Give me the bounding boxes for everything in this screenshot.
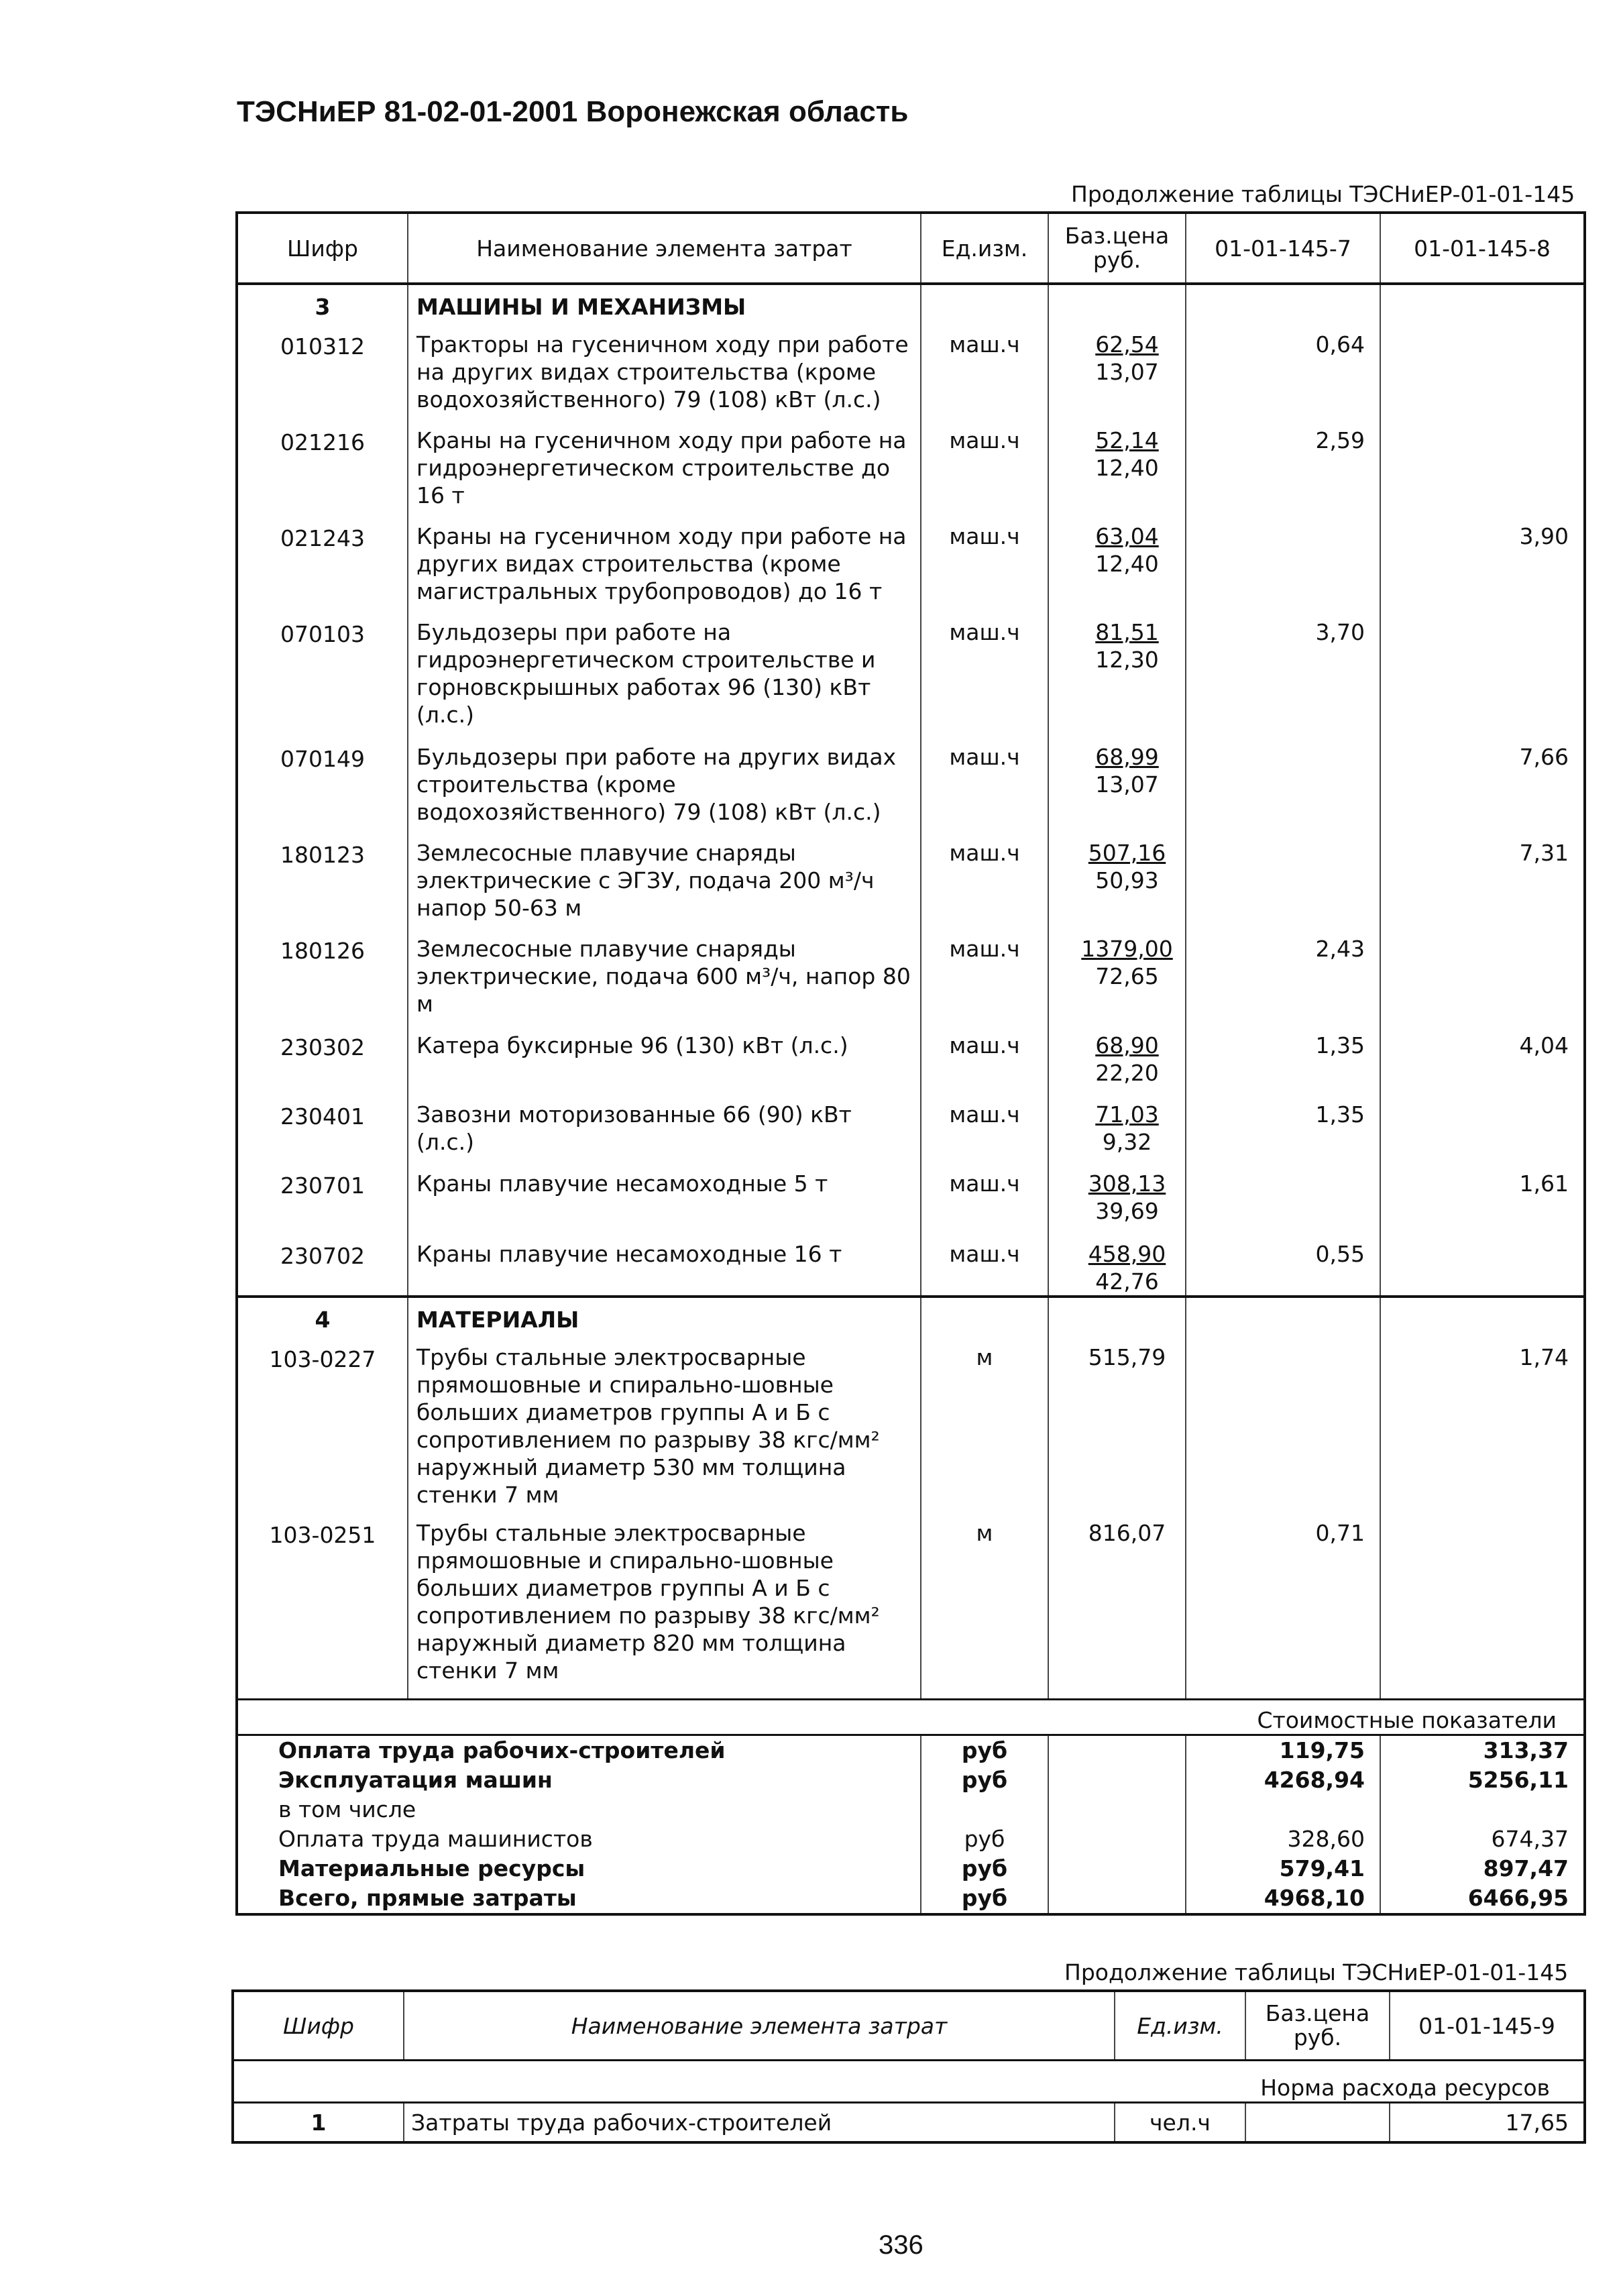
row-value-7: 2,43	[1186, 935, 1380, 1032]
table-continuation-label: Продолжение таблицы ТЭСНиЕР-01-01-145	[1064, 1959, 1569, 1985]
totals-row	[237, 1854, 1585, 1883]
row-name: Краны на гусеничном ходу при работе на гидроэнергетическом строительстве до 16 т	[408, 427, 921, 523]
row-code: 230401	[280, 1103, 365, 1130]
price-total: 458,90	[1088, 1241, 1166, 1267]
resource-table-main	[235, 211, 1586, 1916]
resource-table-secondary	[231, 1989, 1586, 2144]
row-unit: маш.ч	[921, 743, 1048, 839]
row-name: Землесосные плавучие снаряды электрические, подача 600 м³/ч, напор 80 м	[408, 935, 921, 1032]
row-value-7: 0,71	[1186, 1519, 1380, 1699]
row-unit: маш.ч	[921, 427, 1048, 523]
price-wage: 13,07	[1095, 771, 1159, 798]
total-name: Всего, прямые затраты	[278, 1884, 577, 1911]
row-unit: чел.ч	[1115, 2103, 1245, 2143]
table-row	[237, 618, 1585, 743]
row-name: Краны плавучие несамоходные 16 т	[408, 1240, 921, 1297]
norm-label-row	[233, 2061, 1585, 2103]
price-total: 507,16	[1088, 840, 1166, 866]
table-header-row	[233, 1991, 1585, 2061]
row-code: 070103	[280, 621, 365, 647]
price-wage: 39,69	[1095, 1198, 1159, 1224]
total-unit	[921, 1795, 1048, 1824]
total-value-7: 328,60	[1186, 1824, 1380, 1854]
row-value-7: 0,64	[1186, 331, 1380, 427]
row-price: 515,79	[1048, 1344, 1186, 1519]
row-price	[1048, 743, 1186, 839]
total-value-7: 119,75	[1186, 1735, 1380, 1765]
row-name: Краны на гусеничном ходу при работе на других видах строительства (кроме магистральных трубопроводов) до 16 т	[408, 523, 921, 618]
row-name: Затраты труда рабочих-строителей	[404, 2103, 1115, 2143]
header-price-line2: руб.	[1093, 247, 1141, 273]
total-name: Эксплуатация машин	[278, 1766, 553, 1793]
price-wage: 22,20	[1095, 1060, 1159, 1086]
total-value-7: 4268,94	[1186, 1765, 1380, 1795]
row-value-7	[1186, 1170, 1380, 1240]
row-unit: маш.ч	[921, 1101, 1048, 1170]
row-value-8: 1,74	[1380, 1344, 1585, 1519]
table-row	[237, 331, 1585, 427]
row-code: 180123	[280, 842, 365, 868]
table-header-row	[237, 213, 1585, 284]
table-row	[237, 1170, 1585, 1240]
row-unit: маш.ч	[921, 1170, 1048, 1240]
row-value-7	[1186, 523, 1380, 618]
price-wage: 50,93	[1095, 867, 1159, 893]
row-value-8	[1380, 618, 1585, 743]
total-unit: руб	[921, 1765, 1048, 1795]
table-row	[237, 1240, 1585, 1297]
table-row	[237, 1032, 1585, 1101]
total-name: Оплата труда рабочих-строителей	[278, 1737, 726, 1763]
row-name: Тракторы на гусеничном ходу при работе на других видах строительства (кроме водохозяйственного) 79 (108) кВт (л.с.)	[408, 331, 921, 427]
table-row	[237, 427, 1585, 523]
price-wage: 12,40	[1095, 455, 1159, 481]
row-price	[1048, 1240, 1186, 1297]
page-number: 336	[879, 2230, 924, 2260]
price-wage: 13,07	[1095, 359, 1159, 385]
section-title: МАШИНЫ И МЕХАНИЗМЫ	[408, 284, 921, 331]
row-code: 070149	[280, 746, 365, 772]
row-value-8: 3,90	[1380, 523, 1585, 618]
row-name: Трубы стальные электросварные прямошовные и спирально-шовные больших диаметров группы А и Б с сопротивлением по разрыву 38 кгс/мм² наружный диаметр 820 мм толщина стенки 7 мм	[408, 1519, 921, 1699]
table-row	[237, 839, 1585, 935]
row-name: Землесосные плавучие снаряды электрические с ЭГЗУ, подача 200 м³/ч напор 50-63 м	[408, 839, 921, 935]
total-unit: руб	[921, 1883, 1048, 1914]
row-price	[1048, 839, 1186, 935]
row-value-8	[1380, 935, 1585, 1032]
row-price	[1048, 1170, 1186, 1240]
row-unit: маш.ч	[921, 331, 1048, 427]
price-total: 63,04	[1095, 523, 1159, 549]
row-value-7: 3,70	[1186, 618, 1380, 743]
price-total: 81,51	[1095, 619, 1159, 645]
row-price	[1048, 935, 1186, 1032]
price-total: 1379,00	[1081, 936, 1173, 962]
row-unit: маш.ч	[921, 1032, 1048, 1101]
row-value-8	[1380, 1101, 1585, 1170]
row-value-8: 1,61	[1380, 1170, 1585, 1240]
row-value-8	[1380, 1519, 1585, 1699]
price-total: 68,99	[1095, 744, 1159, 770]
header-name: Наименование элемента затрат	[404, 1991, 1115, 2061]
price-total: 52,14	[1095, 427, 1159, 453]
row-unit: маш.ч	[921, 618, 1048, 743]
row-price	[1048, 1032, 1186, 1101]
section-number: 3	[315, 294, 331, 320]
total-unit: руб	[921, 1735, 1048, 1765]
header-col-8: 01-01-145-8	[1380, 213, 1585, 284]
row-unit: маш.ч	[921, 523, 1048, 618]
header-unit: Ед.изм.	[1115, 1991, 1245, 2061]
price-total: 62,54	[1095, 331, 1159, 358]
row-code: 180126	[280, 938, 365, 964]
total-value-8: 6466,95	[1380, 1883, 1585, 1914]
table-row	[237, 1101, 1585, 1170]
totals-row	[237, 1795, 1585, 1824]
section-header-machines	[237, 284, 1585, 331]
row-name: Бульдозеры при работе на гидроэнергетическом строительстве и горновскрышных работах 96 (130) кВт (л.с.)	[408, 618, 921, 743]
header-code: Шифр	[233, 1991, 404, 2061]
header-name: Наименование элемента затрат	[408, 213, 921, 284]
price-total: 308,13	[1088, 1170, 1166, 1197]
row-value-8	[1380, 1240, 1585, 1297]
table-row	[237, 743, 1585, 839]
row-code: 021216	[280, 429, 365, 455]
header-code: Шифр	[237, 213, 408, 284]
row-value-9: 17,65	[1390, 2103, 1585, 2143]
total-value-7: 579,41	[1186, 1854, 1380, 1883]
total-name: Оплата труда машинистов	[278, 1825, 593, 1852]
row-code: 1	[311, 2109, 327, 2136]
totals-row	[237, 1735, 1585, 1765]
price-wage: 9,32	[1102, 1129, 1152, 1155]
total-value-8	[1380, 1795, 1585, 1824]
row-code: 230302	[280, 1034, 365, 1060]
row-name: Завозни моторизованные 66 (90) кВт (л.с.)	[408, 1101, 921, 1170]
row-code: 010312	[280, 333, 365, 360]
row-price	[1048, 618, 1186, 743]
row-price	[1245, 2103, 1390, 2143]
price-wage: 72,65	[1095, 963, 1159, 989]
header-unit: Ед.изм.	[921, 213, 1048, 284]
row-code: 230702	[280, 1243, 365, 1269]
price-wage: 12,40	[1095, 551, 1159, 577]
total-value-8: 313,37	[1380, 1735, 1585, 1765]
header-price-line1: Баз.цена	[1265, 2000, 1370, 2026]
total-value-7: 4968,10	[1186, 1883, 1380, 1914]
row-value-7	[1186, 1344, 1380, 1519]
row-name: Бульдозеры при работе на других видах строительства (кроме водохозяйственного) 79 (108) кВт (л.с.)	[408, 743, 921, 839]
total-value-8: 674,37	[1380, 1824, 1585, 1854]
row-price	[1048, 331, 1186, 427]
total-name: в том числе	[278, 1796, 416, 1822]
header-price-line2: руб.	[1293, 2024, 1342, 2051]
header-price	[1245, 1991, 1390, 2061]
totals-row	[237, 1883, 1585, 1914]
row-value-8: 4,04	[1380, 1032, 1585, 1101]
header-col-9: 01-01-145-9	[1390, 1991, 1585, 2061]
row-code: 103-0227	[269, 1346, 376, 1372]
row-value-8	[1380, 331, 1585, 427]
table-row	[237, 523, 1585, 618]
row-value-8: 7,66	[1380, 743, 1585, 839]
row-value-8: 7,31	[1380, 839, 1585, 935]
row-price	[1048, 1101, 1186, 1170]
row-price: 816,07	[1048, 1519, 1186, 1699]
table-continuation-label: Продолжение таблицы ТЭСНиЕР-01-01-145	[1071, 181, 1575, 207]
total-unit: руб	[921, 1854, 1048, 1883]
row-code: 230701	[280, 1172, 365, 1199]
row-unit: маш.ч	[921, 935, 1048, 1032]
header-price-line1: Баз.цена	[1064, 223, 1170, 249]
row-code: 021243	[280, 525, 365, 551]
total-unit: руб	[921, 1824, 1048, 1854]
row-value-7	[1186, 743, 1380, 839]
cost-indicators-row	[237, 1699, 1585, 1735]
total-name: Материальные ресурсы	[278, 1855, 585, 1881]
table-row	[237, 935, 1585, 1032]
section-title: МАТЕРИАЛЫ	[408, 1297, 921, 1344]
norm-label: Норма расхода ресурсов	[233, 2061, 1585, 2103]
totals-row	[237, 1824, 1585, 1854]
row-value-8	[1380, 427, 1585, 523]
total-value-7	[1186, 1795, 1380, 1824]
row-unit: м	[921, 1344, 1048, 1519]
row-unit: маш.ч	[921, 1240, 1048, 1297]
total-value-8: 897,47	[1380, 1854, 1585, 1883]
section-number: 4	[237, 1297, 408, 1344]
row-price	[1048, 523, 1186, 618]
table-row	[237, 1344, 1585, 1519]
row-unit: маш.ч	[921, 839, 1048, 935]
table-row	[237, 1519, 1585, 1699]
price-total: 68,90	[1095, 1032, 1159, 1058]
row-value-7: 2,59	[1186, 427, 1380, 523]
row-name: Катера буксирные 96 (130) кВт (л.с.)	[408, 1032, 921, 1101]
total-value-8: 5256,11	[1380, 1765, 1585, 1795]
row-price	[1048, 427, 1186, 523]
section-header-materials	[237, 1297, 1585, 1344]
row-name: Краны плавучие несамоходные 5 т	[408, 1170, 921, 1240]
row-value-7: 0,55	[1186, 1240, 1380, 1297]
header-col-7: 01-01-145-7	[1186, 213, 1380, 284]
document-title: ТЭСНиЕР 81-02-01-2001 Воронежская область	[237, 95, 909, 128]
row-name: Трубы стальные электросварные прямошовные и спирально-шовные больших диаметров группы А и Б с сопротивлением по разрыву 38 кгс/мм² наружный диаметр 530 мм толщина стенки 7 мм	[408, 1344, 921, 1519]
totals-row	[237, 1765, 1585, 1795]
price-total: 71,03	[1095, 1101, 1159, 1128]
header-price	[1048, 213, 1186, 284]
row-value-7: 1,35	[1186, 1032, 1380, 1101]
cost-indicators-label: Стоимостные показатели	[237, 1699, 1585, 1735]
row-unit: м	[921, 1519, 1048, 1699]
price-wage: 42,76	[1095, 1268, 1159, 1295]
row-code: 103-0251	[269, 1522, 376, 1548]
table-row	[233, 2103, 1585, 2143]
price-wage: 12,30	[1095, 647, 1159, 673]
row-value-7: 1,35	[1186, 1101, 1380, 1170]
row-value-7	[1186, 839, 1380, 935]
